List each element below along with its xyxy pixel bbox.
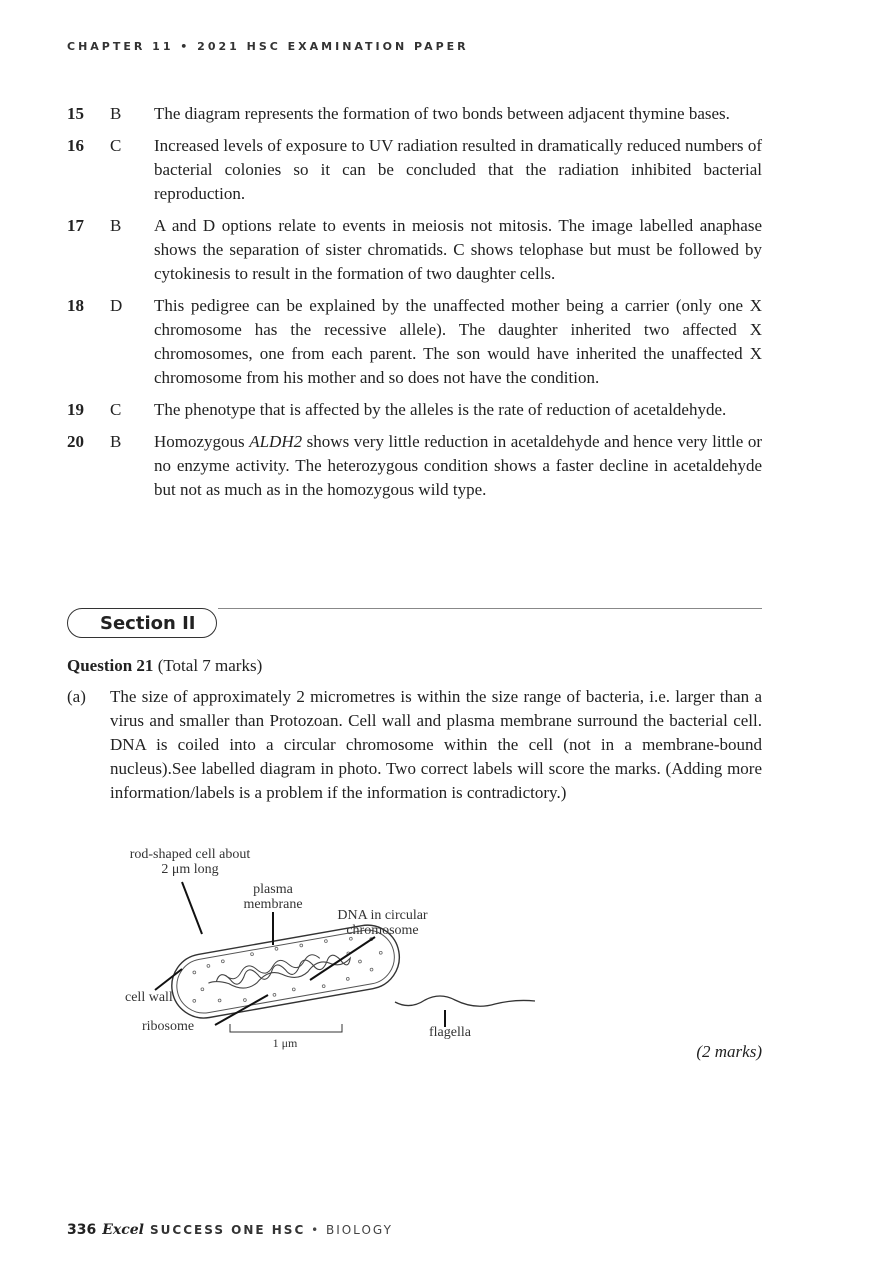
answer-explanation: The diagram represents the formation of two bonds between adjacent thymine bases. xyxy=(154,104,730,123)
answer-letter: C xyxy=(110,136,122,155)
answer-item xyxy=(67,430,762,502)
answer-item xyxy=(67,134,762,206)
answer-item xyxy=(67,398,762,422)
subject-name: BIOLOGY xyxy=(325,1223,393,1237)
bacterium-diagram xyxy=(120,842,540,1057)
answer-explanation xyxy=(154,430,762,502)
answer-letter: B xyxy=(110,216,122,235)
label-flagella: flagella xyxy=(429,1025,471,1040)
question-number: 18 xyxy=(67,296,84,315)
label-rod-shaped-cell: rod-shaped cell about 2 μm long xyxy=(129,847,251,877)
chapter-header: CHAPTER 11 • 2021 HSC EXAMINATION PAPER xyxy=(67,40,469,53)
question-number: 17 xyxy=(67,216,84,235)
question-total: (Total 7 marks) xyxy=(153,656,263,675)
label-cell-wall: cell wall xyxy=(125,990,173,1005)
label-plasma-membrane: plasma membrane xyxy=(243,882,303,912)
answer-text-pre: Homozygous xyxy=(154,432,250,451)
question-number: 16 xyxy=(67,136,84,155)
answer-text-post: shows very little reduction in acetaldehyde and hence very little or no enzyme activity. The heterozygous condition shows a faster decline in acetaldehyde but not as much as in the homozygous wild type. xyxy=(154,432,762,499)
answer-letter: D xyxy=(110,296,123,315)
answer-letter: C xyxy=(110,400,122,419)
part-a xyxy=(67,685,762,805)
answer-explanation: This pedigree can be explained by the unaffected mother being a carrier (only one X chromosome has the recessive allele). The daughter inherited two affected X chromosomes, one from each parent. The son would have inherited the unaffected X chromosome from his mother and so does not have the condition. xyxy=(154,296,762,387)
brand-name: Excel xyxy=(102,1222,145,1238)
question-heading xyxy=(67,656,262,676)
label-dna: DNA in circular chromosome xyxy=(337,908,428,938)
label-ribosome: ribosome xyxy=(142,1019,195,1034)
marks-text: (2 marks) xyxy=(696,1042,762,1061)
page-number: 336 xyxy=(67,1222,97,1238)
question-number: 20 xyxy=(67,432,84,451)
label-scale: 1 μm xyxy=(272,1036,298,1050)
answer-list xyxy=(67,102,762,510)
page-footer: 336 Excel SUCCESS ONE HSC • BIOLOGY xyxy=(67,1222,393,1238)
part-text: The size of approximately 2 micrometres is within the size range of bacteria, i.e. larger than a virus and smaller than Protozoan. Cell wall and plasma membrane surround the bacterial cell. DNA is coiled into a circular chromosome within the cell (not in a membrane-bound nucleus).See labelled diagram in photo. Two correct labels will score the marks. (Adding more information/labels is a problem if the information is contradictory.) xyxy=(110,687,762,802)
question-number: 15 xyxy=(67,104,84,123)
section-heading: Section II xyxy=(67,608,217,638)
answer-explanation: The phenotype that is affected by the alleles is the rate of reduction of acetaldehyde. xyxy=(154,400,727,419)
answer-explanation: A and D options relate to events in meiosis not mitosis. The image labelled anaphase shows the separation of sister chromatids. C shows telophase but must be followed by cytokinesis to result in the formation of two daughter cells. xyxy=(154,216,762,283)
answer-item xyxy=(67,214,762,286)
question-title: Question 21 xyxy=(67,656,154,675)
flagellum xyxy=(395,996,535,1006)
marks-label xyxy=(696,1042,762,1062)
answer-letter: B xyxy=(110,104,122,123)
gene-name: ALDH2 xyxy=(249,432,303,451)
scale-bar xyxy=(230,1024,342,1032)
answer-letter: B xyxy=(110,432,122,451)
answer-item xyxy=(67,294,762,390)
section-divider xyxy=(218,608,762,609)
question-number: 19 xyxy=(67,400,84,419)
part-label: (a) xyxy=(67,687,86,706)
answer-explanation: Increased levels of exposure to UV radiation resulted in dramatically reduced numbers of bacterial colonies so it can be concluded that the radiation inhibited bacterial reproduction. xyxy=(154,136,762,203)
series-name: SUCCESS ONE HSC xyxy=(150,1223,306,1237)
answer-item xyxy=(67,102,762,126)
